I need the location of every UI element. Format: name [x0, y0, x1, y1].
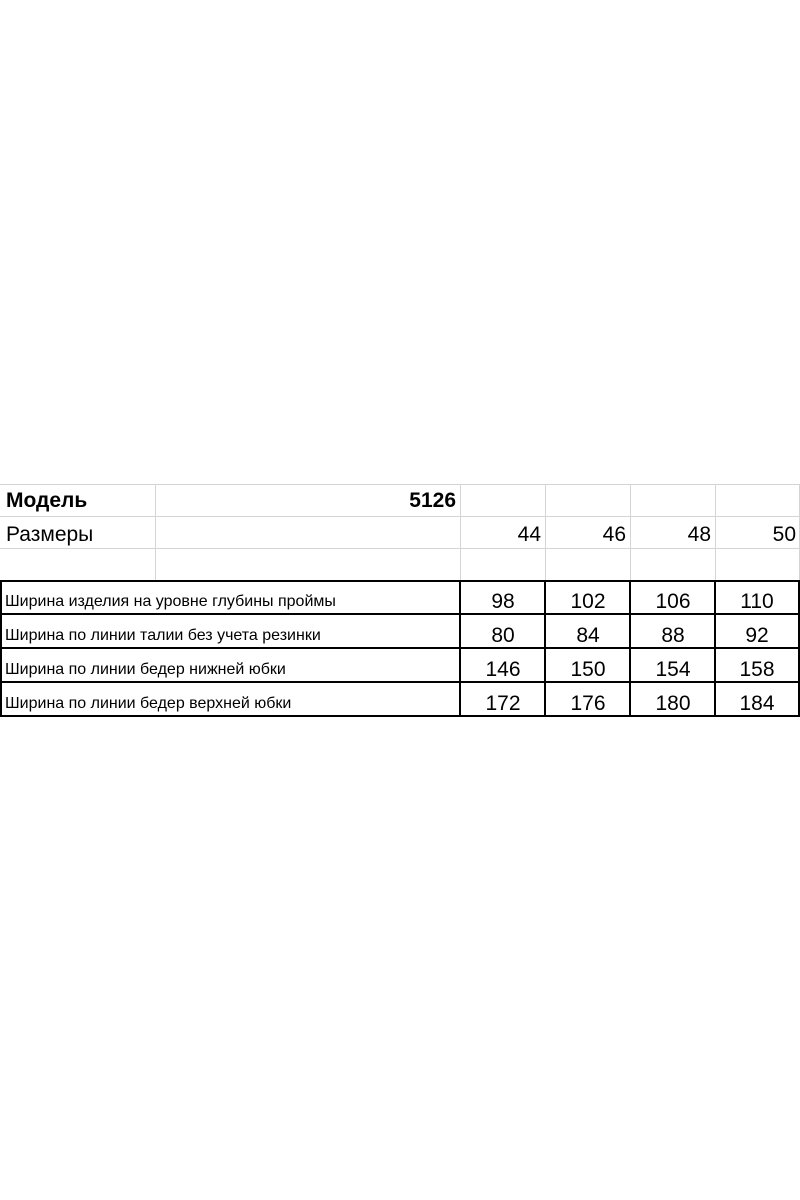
size-header: 44: [517, 523, 541, 546]
table-border: [0, 715, 800, 717]
table-border: [0, 580, 800, 582]
gridline: [0, 516, 800, 517]
table-border: [0, 613, 800, 615]
cell-value: 184: [739, 692, 775, 715]
model-label: Модель: [6, 489, 88, 512]
size-header: 50: [772, 523, 796, 546]
model-number: 5126: [409, 489, 456, 512]
row-label: Ширина по линии бедер верхней юбки: [5, 695, 292, 712]
table-border: [0, 647, 800, 649]
cell-value: 176: [570, 692, 606, 715]
cell-value: 172: [485, 692, 521, 715]
row-label: Ширина по линии бедер нижней юбки: [5, 661, 286, 678]
table-border: [0, 580, 2, 717]
cell-value: 154: [655, 658, 691, 681]
cell-value: 92: [745, 624, 769, 647]
gridline: [0, 484, 800, 485]
cell-value: 102: [570, 590, 606, 613]
row-label: Ширина по линии талии без учета резинки: [5, 627, 321, 644]
cell-value: 158: [739, 658, 775, 681]
size-header: 46: [602, 523, 626, 546]
cell-value: 84: [576, 624, 600, 647]
cell-value: 180: [655, 692, 691, 715]
cell-value: 80: [491, 624, 515, 647]
cell-value: 98: [491, 590, 515, 613]
size-table: [0, 484, 800, 718]
gridline: [0, 548, 800, 549]
cell-value: 88: [661, 624, 685, 647]
cell-value: 106: [655, 590, 691, 613]
cell-value: 110: [740, 590, 774, 613]
sizes-label: Размеры: [6, 523, 94, 546]
size-header: 48: [687, 523, 711, 546]
row-label: Ширина изделия на уровне глубины проймы: [5, 593, 336, 610]
cell-value: 150: [570, 658, 606, 681]
cell-value: 146: [485, 658, 521, 681]
gridline: [155, 484, 156, 580]
table-border: [0, 681, 800, 683]
